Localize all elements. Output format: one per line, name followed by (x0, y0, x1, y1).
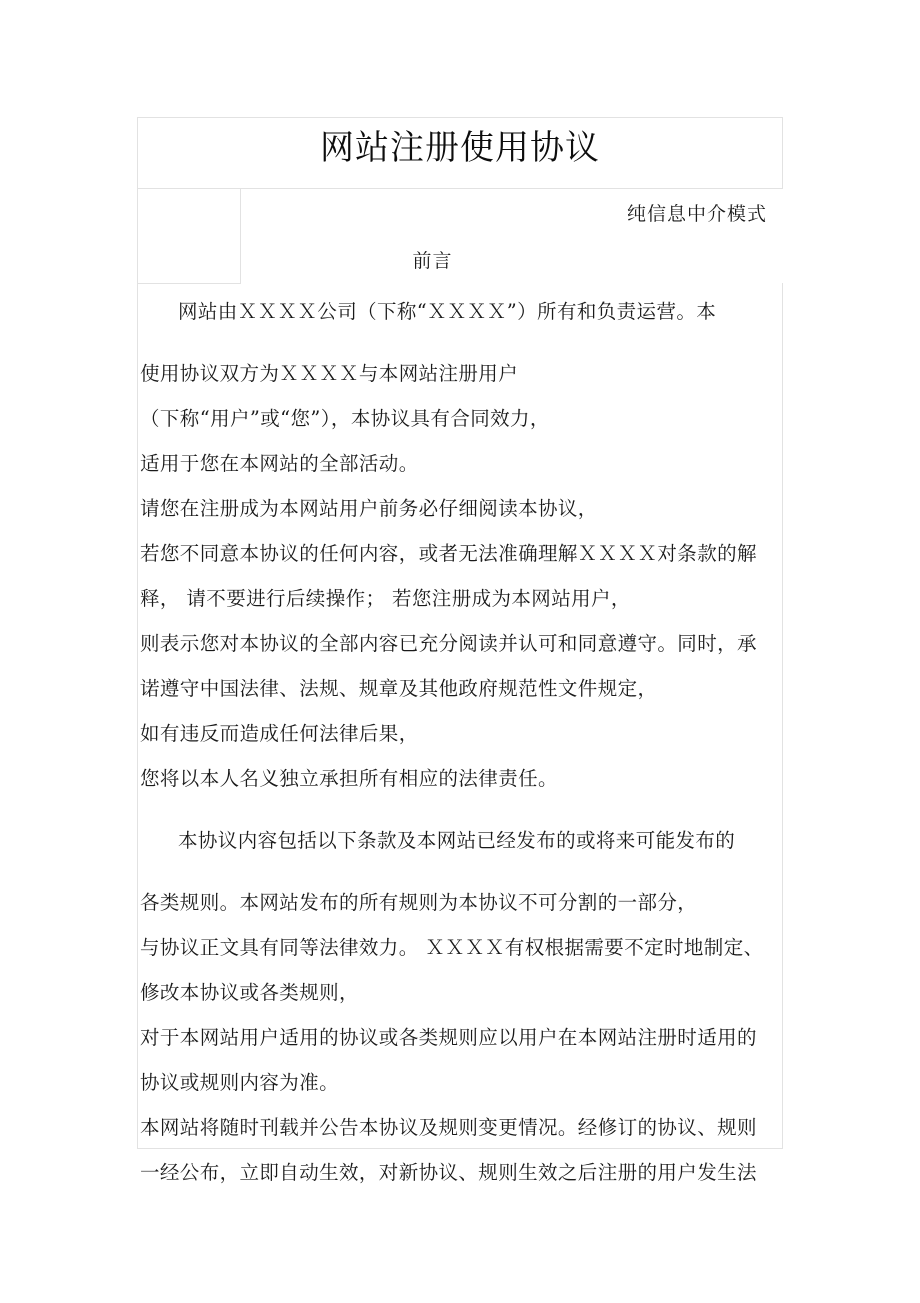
mode-label: 纯信息中介模式 (626, 203, 767, 225)
body-paragraph: 如有违反而造成任何法律后果， (140, 722, 419, 745)
body-paragraph: 您将以本人名义独立承担所有相应的法律责任。 (140, 767, 558, 790)
body-paragraph: 若您不同意本协议的任何内容，或者无法准确理解ＸＸＸＸ对条款的解 (140, 542, 757, 565)
body-paragraph: 各类规则。本网站发布的所有规则为本协议不可分割的一部分， (140, 891, 698, 914)
body-paragraph: （下称“用户”或“您”），本协议具有合同效力， (140, 407, 550, 430)
body-paragraph: 适用于您在本网站的全部活动。 (140, 452, 419, 475)
page-title: 网站注册使用协议 (320, 128, 600, 168)
body-paragraph: 使用协议双方为ＸＸＸＸ与本网站注册用户 (140, 362, 519, 385)
body-paragraph: 一经公布，立即自动生效，对新协议、规则生效之后注册的用户发生法 (140, 1161, 757, 1184)
body-paragraph: 请您在注册成为本网站用户前务必仔细阅读本协议， (140, 497, 598, 520)
body-paragraph: 网站由ＸＸＸＸ公司（下称“ＸＸＸＸ”）所有和负责运营。本 (178, 300, 717, 323)
body-paragraph: 本网站将随时刊载并公告本协议及规则变更情况。经修订的协议、规则 (140, 1116, 757, 1139)
body-paragraph: 对于本网站用户适用的协议或各类规则应以用户在本网站注册时适用的 (140, 1026, 757, 1049)
body-paragraph: 本协议内容包括以下条款及本网站已经发布的或将来可能发布的 (178, 829, 736, 852)
body-paragraph: 修改本协议或各类规则， (140, 981, 359, 1004)
body-paragraph: 释， 请不要进行后续操作； 若您注册成为本网站用户， (140, 587, 631, 610)
preface-heading: 前言 (412, 250, 453, 272)
body-paragraph: 与协议正文具有同等法律效力。 ＸＸＸＸ有权根据需要不定时地制定、 (140, 936, 764, 959)
body-paragraph: 协议或规则内容为准。 (140, 1071, 340, 1094)
body-paragraph: 诺遵守中国法律、法规、规章及其他政府规范性文件规定， (140, 677, 658, 700)
body-paragraph: 则表示您对本协议的全部内容已充分阅读并认可和同意遵守。同时，承 (140, 632, 757, 655)
body-paragraphs (140, 289, 788, 1195)
